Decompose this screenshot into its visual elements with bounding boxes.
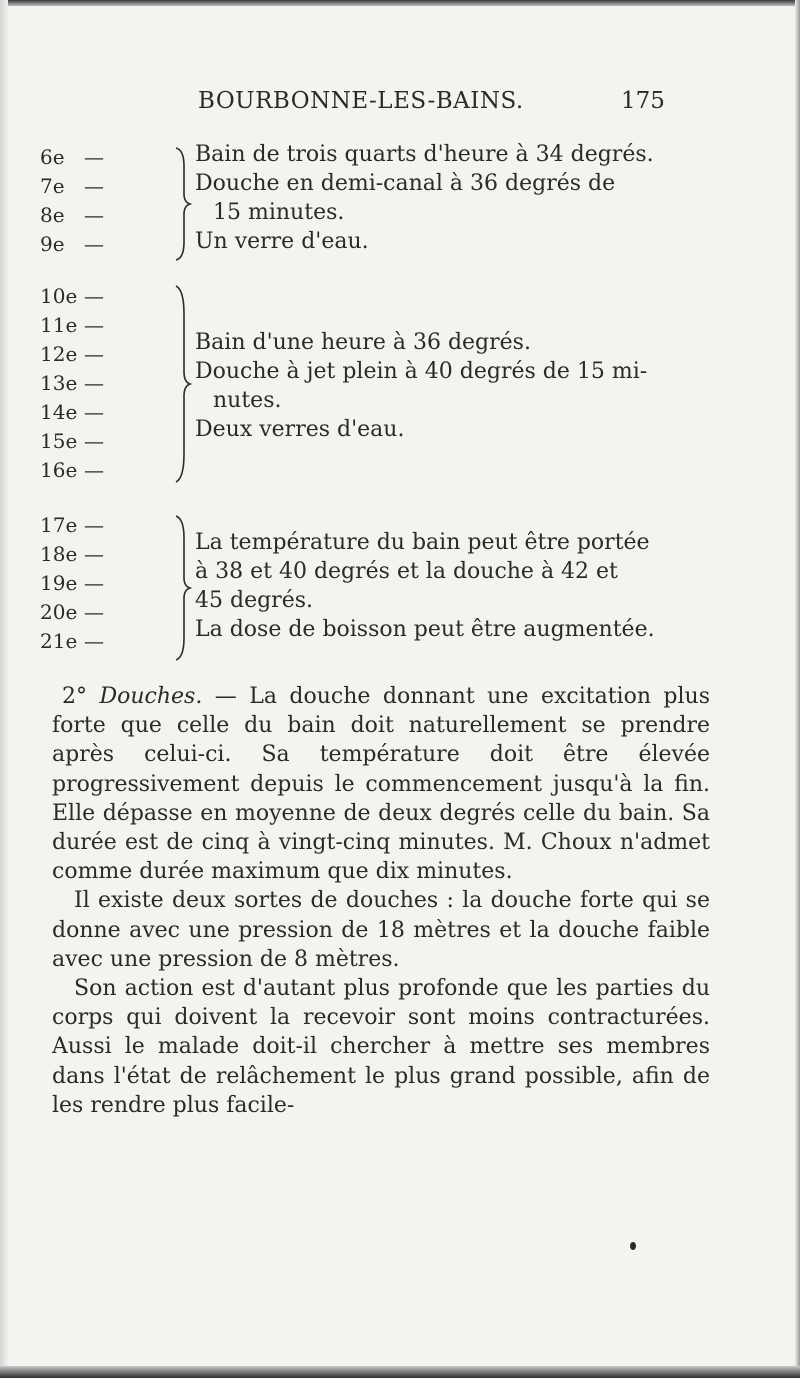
day-label: 8e —	[40, 203, 104, 227]
prescription-group-3	[195, 528, 700, 644]
day-label: 16e —	[40, 458, 104, 482]
paragraph-douches	[52, 682, 710, 886]
day-label: 20e —	[40, 600, 104, 624]
scan-edge-bottom	[0, 1366, 800, 1378]
prescription-line: La dose de boisson peut être augmentée.	[195, 617, 655, 642]
paragraph-text: — La douche donnant une excitation plus forte que celle du bain doit naturellement se prendre après celui-ci. Sa température doit être élevée progressivement depuis le commencement jusqu'à la fin. Elle dépasse en moyenne de deux degrés celle du bain. Sa durée est de cinq à vingt-cinq minutes. M. Choux n'admet comme durée maximum que dix minutes.	[52, 684, 711, 885]
day-label: 6e —	[40, 145, 104, 169]
day-label: 17e —	[40, 513, 104, 537]
ink-speck	[630, 1242, 636, 1250]
running-title: BOURBONNE-LES-BAINS.	[198, 88, 524, 114]
prescription-line: 15 minutes.	[213, 200, 345, 225]
scan-edge-right	[795, 0, 800, 1378]
section-number: 2°	[62, 684, 87, 709]
prescription-group-1	[195, 140, 700, 256]
day-label: 10e —	[40, 284, 104, 308]
day-label: 14e —	[40, 400, 104, 424]
scan-edge-top	[0, 0, 800, 6]
body-text	[52, 682, 710, 1120]
prescription-line: Douche à jet plein à 40 degrés de 15 mi-	[195, 359, 648, 384]
brace-group-1	[172, 146, 192, 262]
prescription-line: Un verre d'eau.	[195, 229, 369, 254]
day-label: 21e —	[40, 629, 104, 653]
prescription-line: Deux verres d'eau.	[195, 417, 405, 442]
prescription-line: 45 degrés.	[195, 588, 313, 613]
paragraph-types: Il existe deux sortes de douches : la douche forte qui se donne avec une pression de 18 mètres et la douche faible avec une pression de 8 mètres.	[52, 888, 710, 972]
day-label: 15e —	[40, 429, 104, 453]
prescription-line: nutes.	[213, 388, 282, 413]
paragraph-action: Son action est d'autant plus profonde que les parties du corps qui doivent la recevoir sont moins contracturées. Aussi le malade doit-il chercher à mettre ses membres dans l'état de relâchement le plus grand possible, afin de les rendre plus facile-	[52, 976, 710, 1118]
page-header	[0, 88, 800, 122]
day-label: 9e —	[40, 232, 104, 256]
page-number: 175	[621, 88, 665, 114]
prescription-line: Bain d'une heure à 36 degrés.	[195, 330, 531, 355]
prescription-line: Bain de trois quarts d'heure à 34 degrés.	[195, 142, 654, 167]
section-title: Douches.	[99, 684, 203, 709]
prescription-group-2	[195, 328, 700, 444]
day-label: 13e —	[40, 371, 104, 395]
brace-group-2	[172, 284, 192, 484]
scan-edge-left	[0, 0, 8, 1378]
day-label: 19e —	[40, 571, 104, 595]
prescription-line: Douche en demi-canal à 36 degrés de	[195, 171, 616, 196]
day-label: 7e —	[40, 174, 104, 198]
day-label: 12e —	[40, 342, 104, 366]
prescription-line: La température du bain peut être portée	[195, 530, 650, 555]
day-label: 18e —	[40, 542, 104, 566]
prescription-line: à 38 et 40 degrés et la douche à 42 et	[195, 559, 618, 584]
brace-group-3	[172, 514, 192, 662]
day-label: 11e —	[40, 313, 104, 337]
